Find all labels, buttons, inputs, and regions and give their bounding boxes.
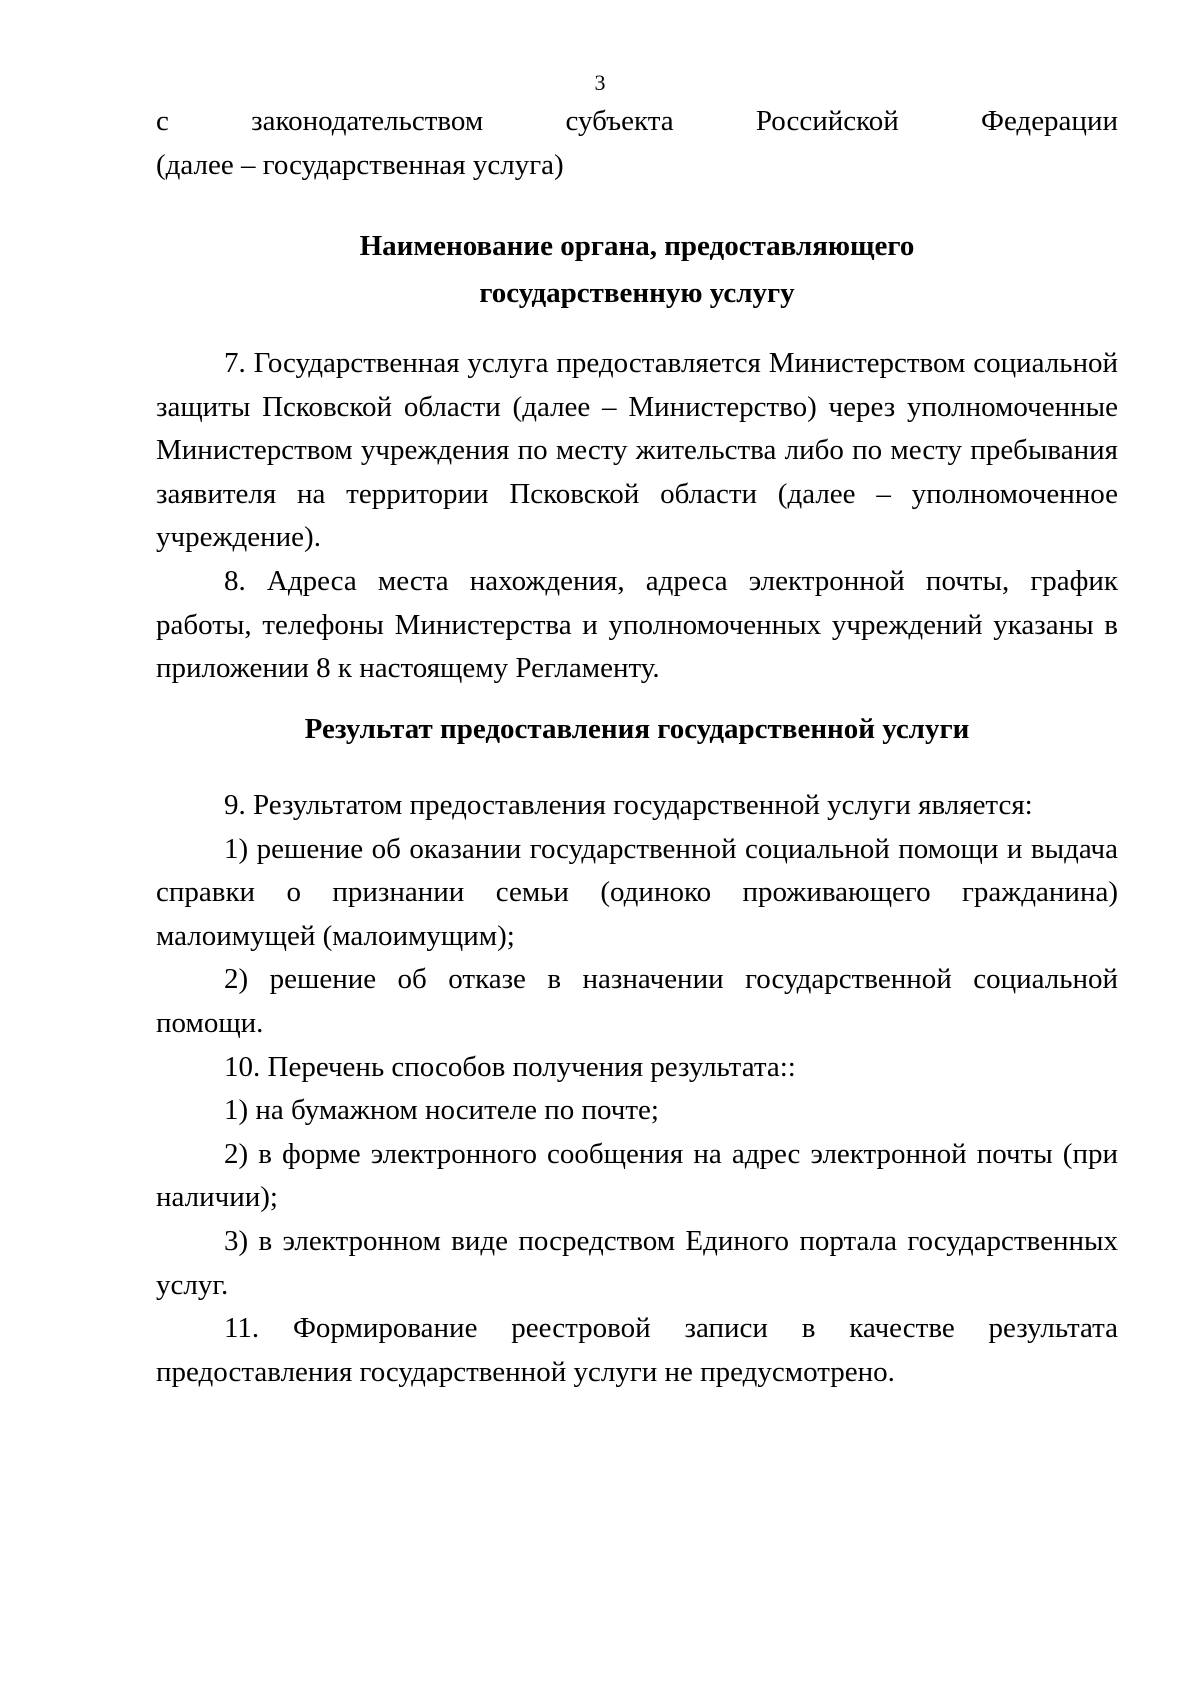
paragraph-9-item-1: 1) решение об оказании государственной социальной помощи и выдача справки о признании семьи (одиноко проживающего гражданина) малоимущей (малоимущим); [156,832,1118,952]
paragraph-10-item-1: 1) на бумажном носителе по почте; [224,1094,659,1127]
section-heading-authority-line-2: государственную услугу [479,277,795,309]
paragraph-9-item-2: 2) решение об отказе в назначении государственной социальной помощи. [156,963,1118,1039]
section-heading-authority-line-1: Наименование органа, предоставляющего [359,230,915,262]
paragraph-7: 7. Государственная услуга предоставляется Министерством социальной защиты Псковской области (далее – Министерство) через уполномоченные Министерством учреждения по месту жительства либо по месту пребывания заявителя на территории Псковской области (далее – уполномоченное учреждение). [156,347,1118,554]
result-section [156,784,1118,1394]
authority-section [156,342,1118,691]
section-heading-result-line-1: Результат предоставления государственной услуги [304,713,970,745]
page-number: 3 [594,70,606,95]
paragraph-8: 8. Адреса места нахождения, адреса электронной почты, график работы, телефоны Министерства и уполномоченных учреждений указаны в приложении 8 к настоящему Регламенту. [156,564,1118,685]
intro-line-1: с законодательством субъекта Российской Федерации [156,105,1118,137]
paragraph-10: 10. Перечень способов получения результата:: [224,1050,796,1083]
section-heading-authority [156,223,1118,317]
paragraph-10-item-2: 2) в форме электронного сообщения на адрес электронной почты (при наличии); [156,1137,1118,1214]
paragraph-11: 11. Формирование реестровой записи в качестве результата предоставления государственной услуги не предусмотрено. [156,1312,1118,1388]
paragraph-10-item-3: 3) в электронном виде посредством Единого портала государственных услуг. [156,1224,1118,1301]
intro-text [156,100,1118,187]
paragraph-9: 9. Результатом предоставления государственной услуги является: [224,789,1033,821]
intro-line-2: (далее – государственная услуга) [156,148,564,181]
section-heading-result [156,706,1118,753]
